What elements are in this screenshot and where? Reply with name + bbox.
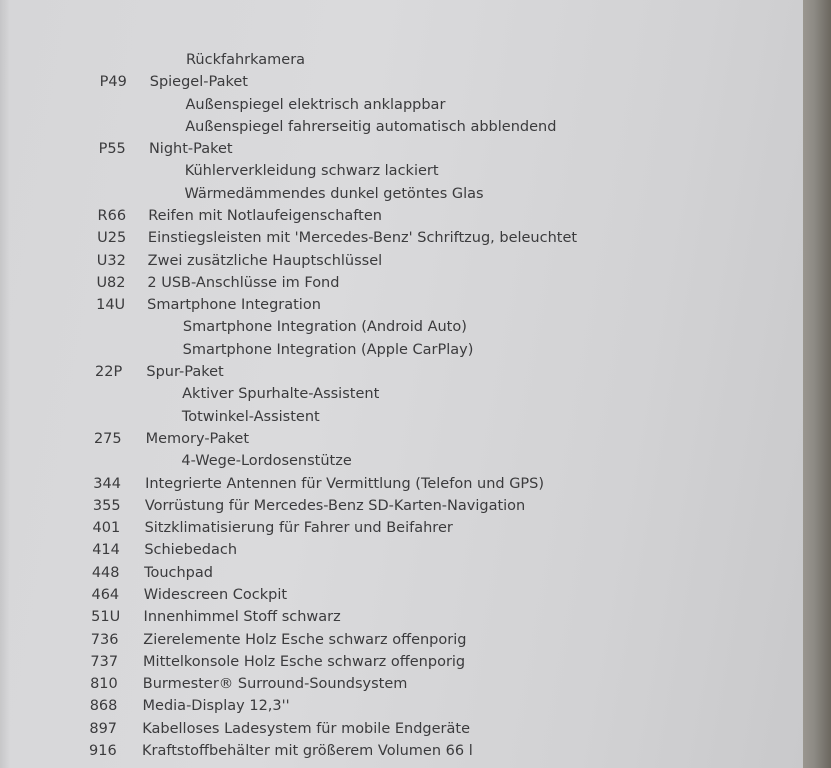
- option-code: 897: [89, 720, 118, 737]
- option-text: Reifen mit Notlaufeigenschaften: [148, 208, 382, 225]
- list-item: [0, 205, 803, 227]
- option-text: Memory-Paket: [145, 430, 250, 447]
- option-code: 401: [92, 520, 121, 537]
- option-text: Kraftstoffbehälter mit größerem Volumen 66 l: [142, 743, 473, 759]
- option-code: 414: [92, 542, 120, 559]
- list-item: [0, 339, 803, 361]
- option-text: Integrierte Antennen für Vermittlung (Telefon und GPS): [145, 475, 545, 492]
- option-text: Touchpad: [144, 564, 213, 581]
- page-edge: [803, 0, 831, 768]
- list-item: [0, 183, 803, 205]
- list-item: [0, 629, 803, 651]
- option-text: Zwei zusätzliche Hauptschlüssel: [147, 252, 383, 269]
- list-item: [0, 71, 803, 93]
- option-text: Burmester® Surround-Soundsystem: [142, 676, 408, 693]
- option-text: Einstiegsleisten mit 'Mercedes-Benz' Schriftzug, beleuchtet: [147, 230, 578, 247]
- list-item: [0, 250, 803, 272]
- option-subitem-text: Außenspiegel fahrerseitig automatisch abblendend: [185, 118, 557, 135]
- list-item: [0, 517, 803, 539]
- option-subitem-text: Totwinkel-Assistent: [181, 408, 320, 425]
- option-code: 275: [93, 430, 122, 447]
- option-subitem-text: Kühlerverkleidung schwarz lackiert: [184, 163, 439, 180]
- list-item: [0, 116, 803, 138]
- option-text: Mittelkonsole Holz Esche schwarz offenporig: [143, 653, 466, 670]
- option-subitem-text: Aktiver Spurhalte-Assistent: [182, 386, 380, 403]
- option-text: Smartphone Integration: [147, 297, 321, 314]
- option-subitem-text: 4-Wege-Lordosenstütze: [181, 453, 352, 470]
- list-item: [0, 272, 803, 294]
- option-code: 22P: [95, 364, 123, 381]
- option-code: 51U: [91, 609, 121, 626]
- list-item: [0, 406, 803, 428]
- option-text: Zierelemente Holz Esche schwarz offenporig: [143, 631, 467, 648]
- list-item: [0, 450, 803, 472]
- option-code: 448: [91, 564, 120, 581]
- option-code: R66: [97, 208, 127, 225]
- option-code: U25: [97, 230, 127, 247]
- list-item: [0, 138, 803, 160]
- option-code: P55: [98, 141, 126, 158]
- list-item: [0, 49, 803, 71]
- option-subitem-text: Smartphone Integration (Apple CarPlay): [182, 341, 474, 358]
- list-item: [0, 539, 803, 561]
- list-item: [0, 294, 803, 316]
- list-item: [0, 316, 803, 338]
- option-subitem-text: Außenspiegel elektrisch anklappbar: [185, 96, 446, 113]
- list-item: [0, 695, 803, 717]
- option-code: U32: [96, 252, 126, 269]
- option-subitem-text: Smartphone Integration (Android Auto): [182, 319, 467, 336]
- list-item: [0, 673, 803, 695]
- option-subitem-text: Rückfahrkamera: [186, 52, 306, 68]
- option-text: 2 USB-Anschlüsse im Fond: [147, 274, 340, 291]
- option-code: 916: [89, 743, 117, 759]
- option-text: Media-Display 12,3'': [142, 698, 290, 715]
- list-item: [0, 718, 803, 740]
- option-code: 344: [93, 475, 121, 492]
- option-text: Kabelloses Ladesystem für mobile Endgeräte: [142, 720, 470, 737]
- option-code: 868: [89, 698, 118, 715]
- list-item: [0, 740, 803, 762]
- list-item: [0, 495, 803, 517]
- option-code: 355: [92, 497, 121, 514]
- option-text: Schiebedach: [144, 542, 238, 559]
- option-code: 736: [90, 631, 119, 648]
- option-code: P49: [99, 74, 127, 91]
- option-code: 737: [90, 653, 119, 670]
- option-text: Widescreen Cockpit: [143, 586, 288, 603]
- option-code: 14U: [96, 297, 126, 314]
- list-item: [0, 606, 803, 628]
- option-code: 464: [91, 586, 120, 603]
- option-text: Sitzklimatisierung für Fahrer und Beifahrer: [144, 520, 453, 537]
- list-item: [0, 361, 803, 383]
- list-item: [0, 428, 803, 450]
- option-text: Night-Paket: [148, 141, 233, 158]
- option-text: Spiegel-Paket: [149, 74, 248, 91]
- option-code: U82: [96, 274, 126, 291]
- option-text: Vorrüstung für Mercedes-Benz SD-Karten-Navigation: [144, 497, 526, 514]
- list-item: [0, 94, 803, 116]
- list-item: [0, 227, 803, 249]
- option-text: Innenhimmel Stoff schwarz: [143, 609, 341, 626]
- option-text: Spur-Paket: [146, 364, 224, 381]
- list-item: [0, 160, 803, 182]
- option-code: 810: [90, 676, 118, 693]
- list-item: [0, 584, 803, 606]
- option-subitem-text: Wärmedämmendes dunkel getöntes Glas: [184, 185, 484, 202]
- list-item: [0, 383, 803, 405]
- list-item: [0, 562, 803, 584]
- list-item: [0, 651, 803, 673]
- list-item: [0, 473, 803, 495]
